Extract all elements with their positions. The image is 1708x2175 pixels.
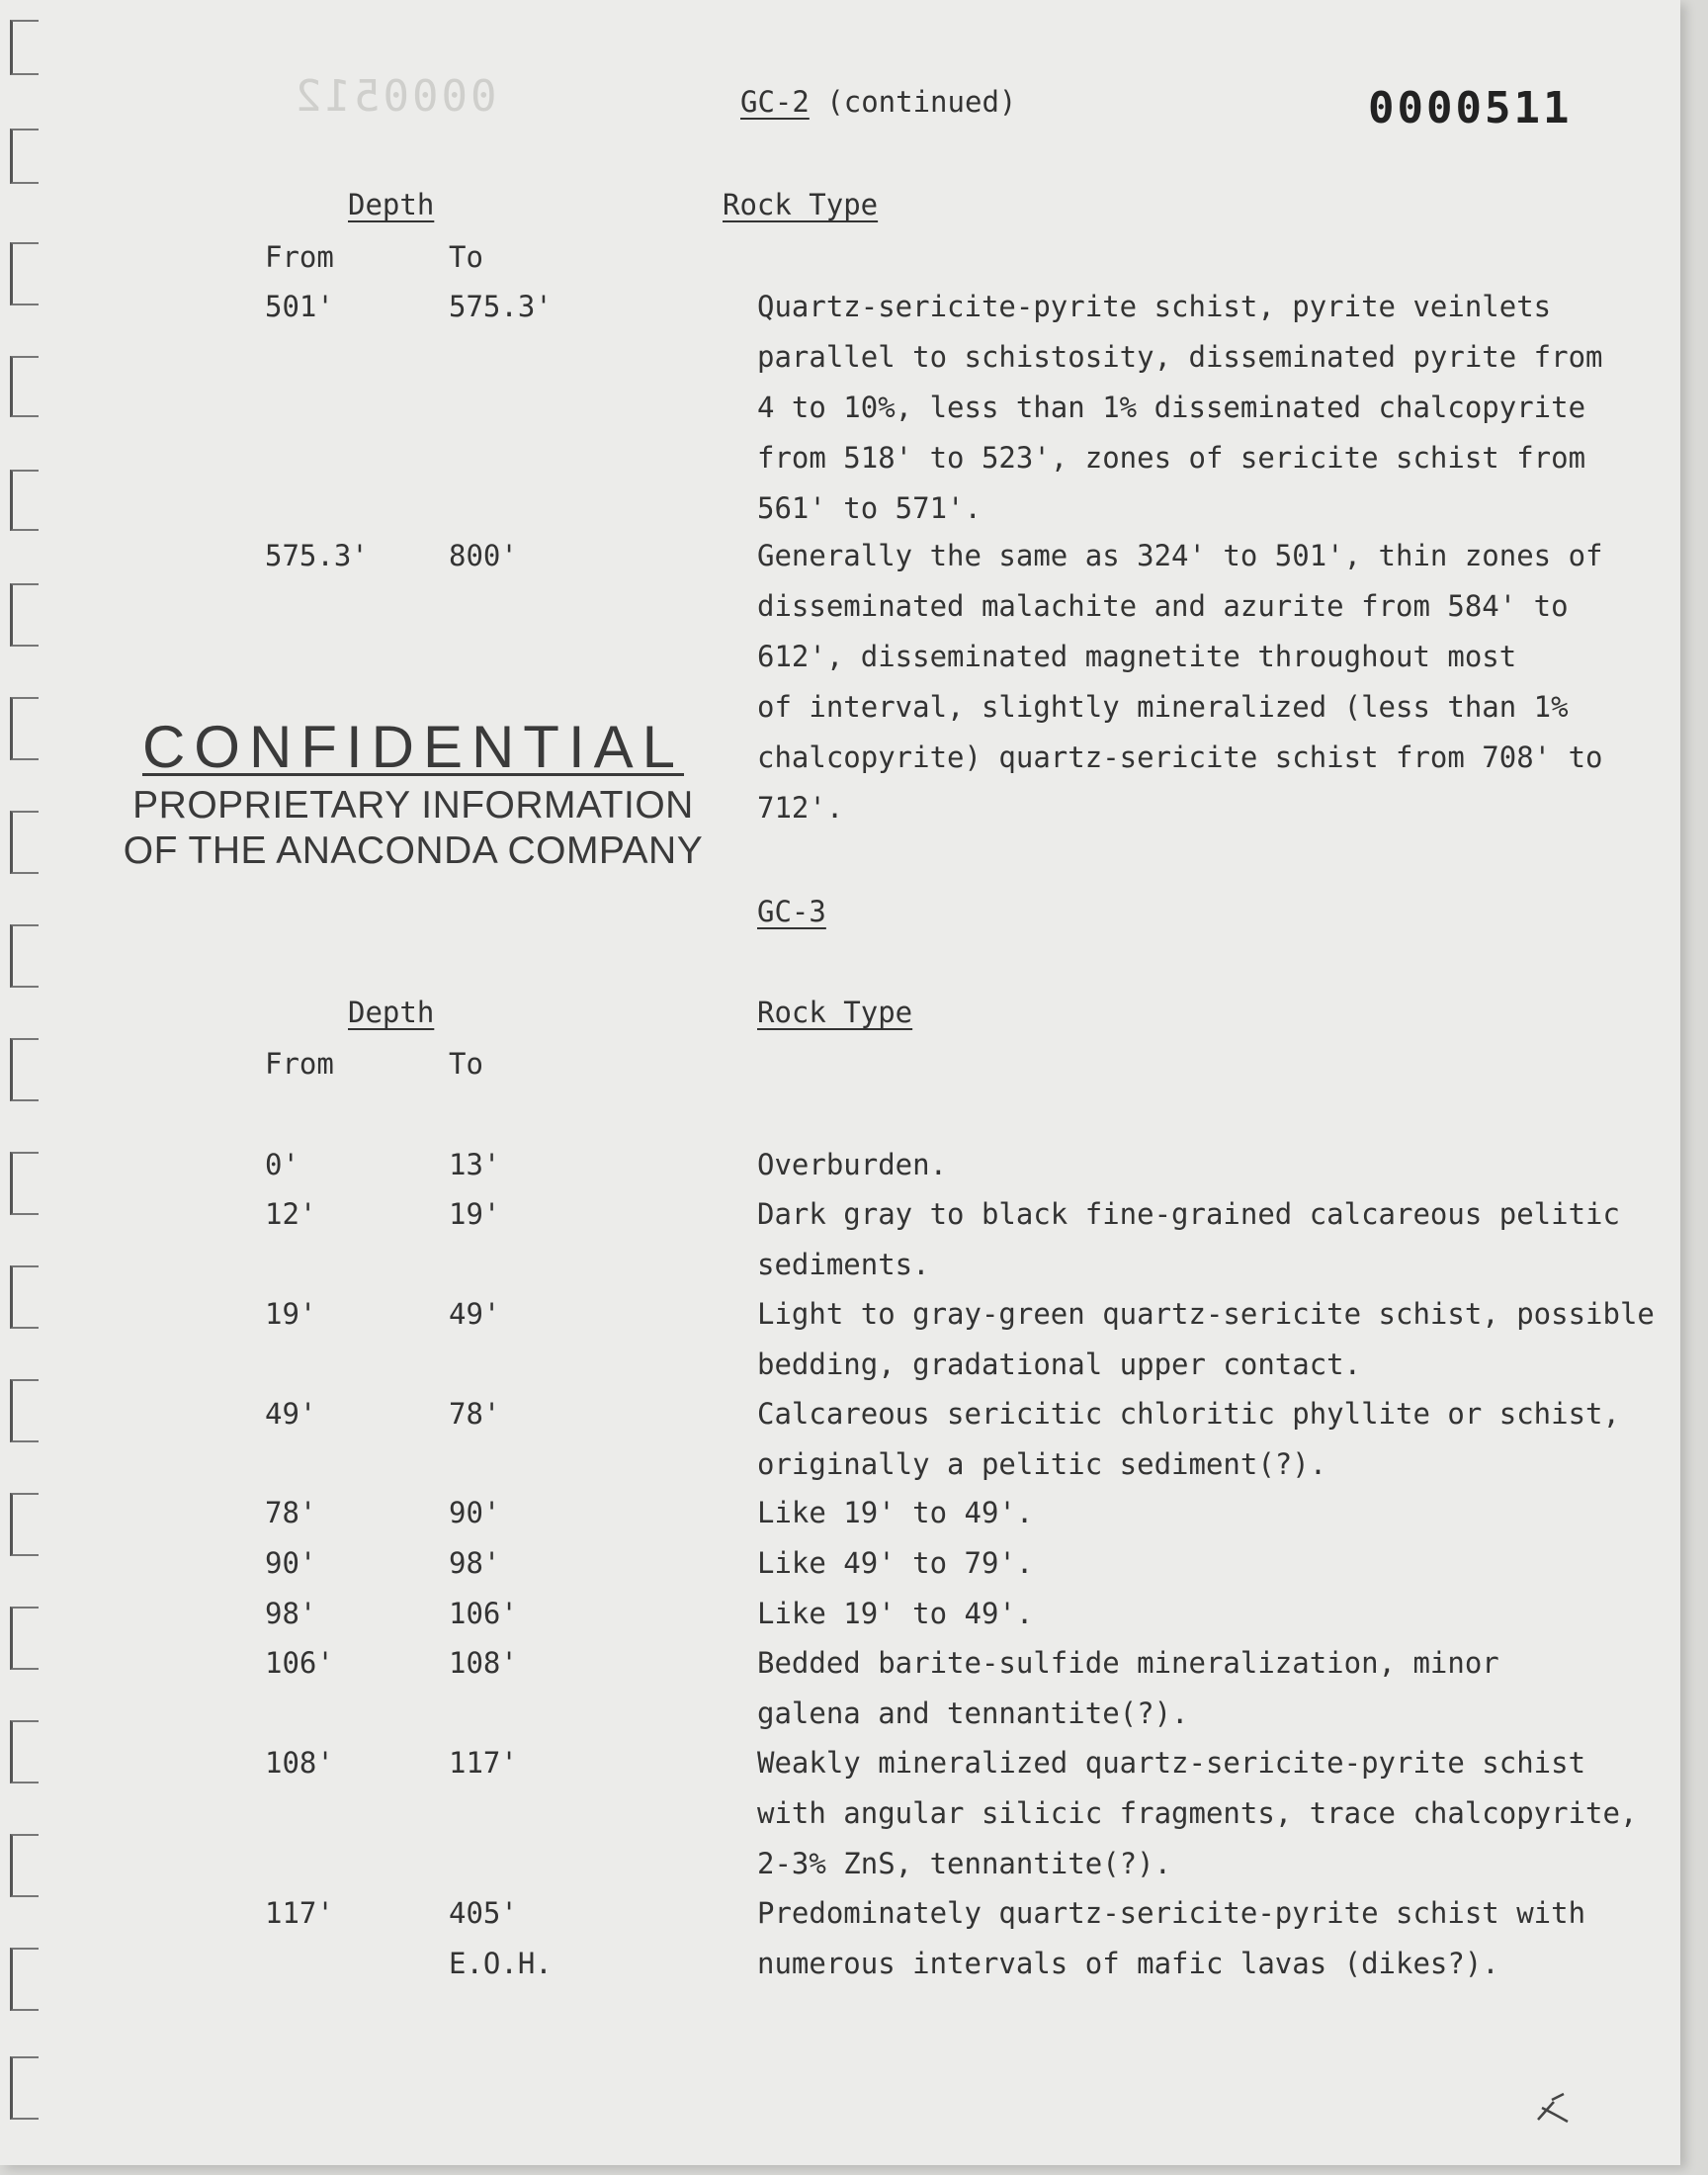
binding-mark [10,1379,39,1442]
depth-from: 49' [265,1397,317,1431]
depth-to [449,1888,553,1989]
description-line: Bedded barite-sulfide mineralization, minor [757,1646,1499,1680]
binding-mark [10,1265,39,1329]
depth-from: 12' [265,1197,317,1231]
binding-mark [10,242,39,305]
depth-to: 108' [449,1646,518,1680]
rock-description [757,1189,1647,1290]
depth-from: 78' [265,1496,317,1529]
rock-description [757,1638,1647,1739]
description-line: from 518' to 523', zones of sericite schist from [757,441,1586,475]
description-line: 612', disseminated magnetite throughout most [757,640,1517,673]
description-line: Calcareous sericitic chloritic phyllite or schist, [757,1397,1620,1431]
rock-description [757,282,1647,534]
depth-to: 575.3' [449,290,553,323]
end-of-hole-label: E.O.H. [449,1947,553,1980]
description-line: galena and tennantite(?). [757,1696,1189,1730]
rock-description [757,1289,1655,1390]
description-line: disseminated malachite and azurite from 584' to [757,589,1569,623]
title-code: GC-2 [740,85,810,119]
description-line: 4 to 10%, less than 1% disseminated chalcopyrite [757,391,1586,424]
description-line: of interval, slightly mineralized (less than 1% [757,690,1569,724]
description-line: numerous intervals of mafic lavas (dikes?). [757,1947,1499,1980]
description-line: 2-3% ZnS, tennantite(?). [757,1847,1172,1880]
depth-to: 117' [449,1746,518,1780]
depth-from: 108' [265,1746,334,1780]
rock-description [757,1488,1647,1538]
depth-from: 90' [265,1546,317,1580]
description-line: Light to gray-green quartz-sericite schist, possible [757,1297,1655,1331]
binding-mark [10,1607,39,1670]
depth-to: 19' [449,1197,501,1231]
rock-description [757,1140,1647,1190]
rock-type-heading: Rock Type [757,996,913,1029]
depth-to: 13' [449,1148,501,1181]
to-column-heading: To [449,1047,483,1081]
binding-mark [10,470,39,531]
binding-mark [10,811,39,874]
description-line: 712'. [757,791,844,825]
description-line: Weakly mineralized quartz-sericite-pyrite schist [757,1746,1586,1780]
description-line: parallel to schistosity, disseminated pyrite from [757,340,1603,374]
depth-from: 0' [265,1148,299,1181]
stamp-line: PROPRIETARY INFORMATION [132,784,694,826]
depth-to-value: 405' [449,1896,518,1930]
rock-type-heading: Rock Type [723,188,879,221]
depth-to: 49' [449,1297,501,1331]
depth-from: 575.3' [265,539,369,572]
rock-description [757,1389,1647,1490]
binding-mark [10,1720,39,1784]
depth-heading: Depth [348,996,435,1029]
binding-mark [10,1152,39,1215]
description-line: with angular silicic fragments, trace chalcopyrite, [757,1796,1638,1830]
binding-mark [10,924,39,988]
binding-mark [10,356,39,417]
page-title [740,77,1016,128]
description-line: Overburden. [757,1148,948,1181]
description-line: Quartz-sericite-pyrite schist, pyrite veinlets [757,290,1552,323]
depth-to: 90' [449,1496,501,1529]
rock-description [757,1589,1647,1639]
depth-from: 106' [265,1646,334,1680]
description-line: bedding, gradational upper contact. [757,1348,1362,1381]
description-line: Dark gray to black fine-grained calcareous pelitic [757,1197,1620,1231]
description-line: originally a pelitic sediment(?). [757,1447,1327,1481]
binding-mark [10,697,39,760]
description-line: Like 19' to 49'. [757,1597,1034,1630]
binding-mark [10,583,39,647]
rock-description [757,1888,1647,1989]
rock-description [757,1538,1647,1589]
description-line: 561' to 571'. [757,491,982,525]
description-line: Like 49' to 79'. [757,1546,1034,1580]
bleed-through-number: 0000512 [293,71,497,122]
description-line: Predominately quartz-sericite-pyrite schist with [757,1896,1586,1930]
description-line: chalcopyrite) quartz-sericite schist from 708' to [757,740,1603,774]
rock-description [757,1738,1647,1889]
binding-mark [10,1948,39,2011]
from-column-heading: From [265,1047,334,1081]
stamp-line: OF THE ANACONDA COMPANY [123,829,704,872]
depth-from: 117' [265,1896,334,1930]
description-line: sediments. [757,1248,930,1281]
description-line: Generally the same as 324' to 501', thin zones of [757,539,1603,572]
depth-heading: Depth [348,188,435,221]
stamp-line: CONFIDENTIAL [141,714,685,780]
description-line: Like 19' to 49'. [757,1496,1034,1529]
binding-strip [0,0,45,2175]
binding-mark [10,1038,39,1101]
depth-from: 501' [265,290,334,323]
section-title: GC-3 [757,895,826,928]
depth-to: 78' [449,1397,501,1431]
depth-to: 800' [449,539,518,572]
depth-from: 98' [265,1597,317,1630]
confidential-stamp [111,712,716,874]
depth-to: 106' [449,1597,518,1630]
binding-mark [10,1834,39,1897]
binding-mark [10,129,39,184]
binding-mark [10,2056,39,2120]
from-column-heading: From [265,240,334,274]
title-suffix: (continued) [809,85,1017,119]
binding-mark [10,20,39,75]
document-number: 0000511 [1368,83,1573,133]
rock-description [757,531,1647,833]
to-column-heading: To [449,240,483,274]
check-mark-icon [1534,2088,1574,2128]
depth-from: 19' [265,1297,317,1331]
binding-mark [10,1493,39,1556]
depth-to: 98' [449,1546,501,1580]
